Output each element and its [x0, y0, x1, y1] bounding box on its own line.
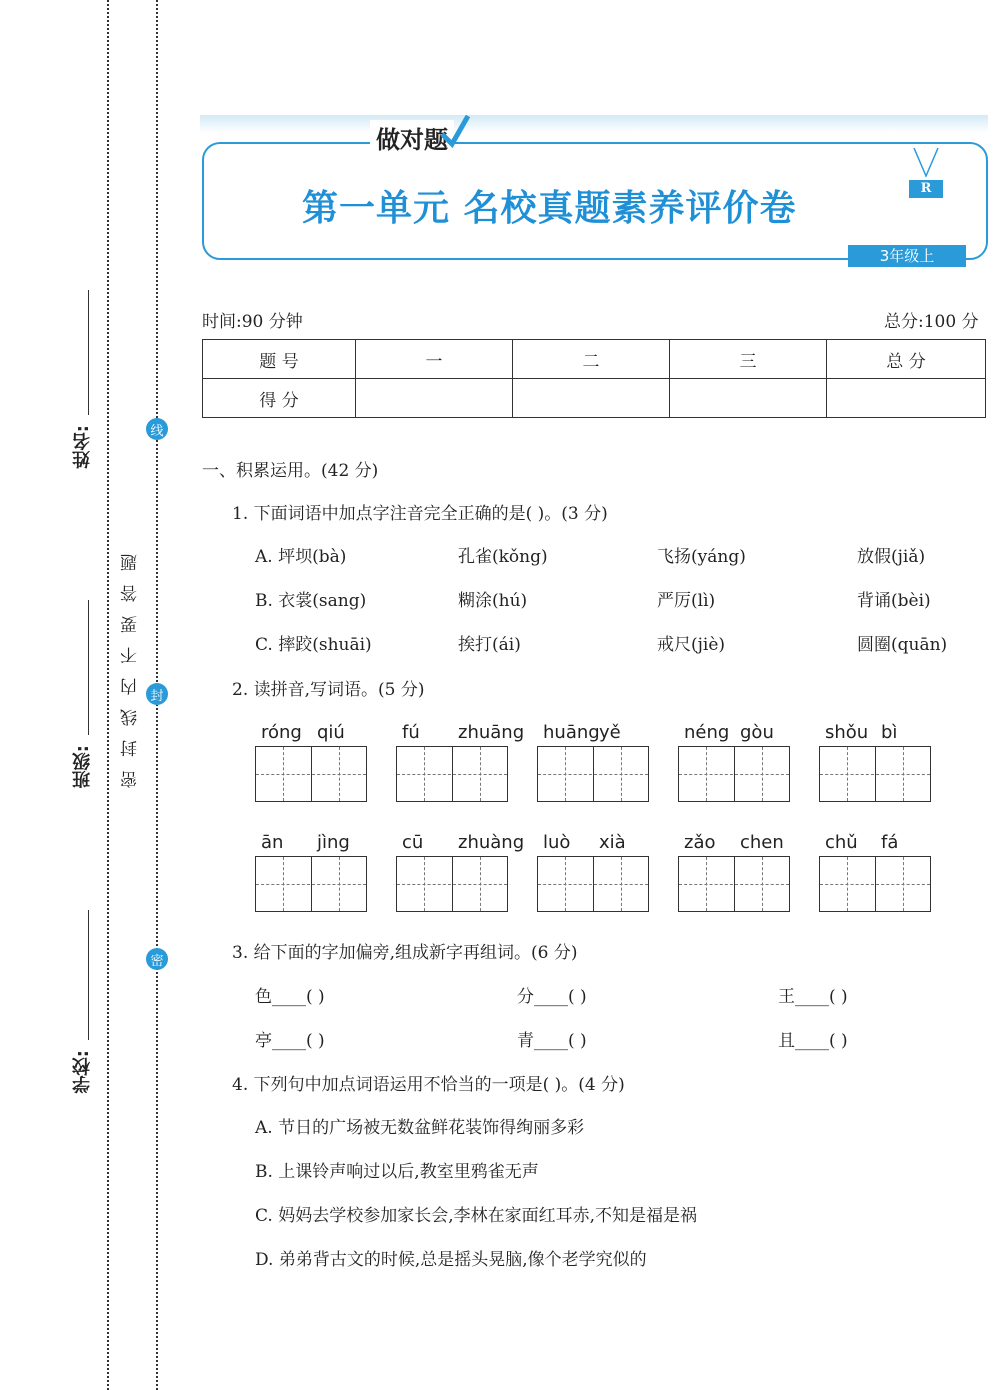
- q1-option-b2: 糊涂(hú): [458, 591, 528, 611]
- writing-grid[interactable]: [255, 746, 367, 802]
- seal-secret-mark: 密: [146, 948, 168, 970]
- q1-option-b4: 背诵(bèi): [857, 591, 931, 611]
- seal-line-mark: 线: [146, 418, 168, 440]
- section-1-title: 一、积累运用。(42 分): [202, 461, 379, 481]
- school-blank: [88, 910, 89, 1040]
- q1-option-b1: B. 衣裳(sang): [255, 591, 367, 611]
- score-header-2: 二: [513, 340, 670, 379]
- q3-item[interactable]: 且____( ): [778, 1031, 848, 1051]
- q3-item[interactable]: 王____( ): [778, 987, 848, 1007]
- q4-option-a: A. 节日的广场被无数盆鲜花装饰得绚丽多彩: [255, 1118, 585, 1138]
- pinyin-label: zǎo: [684, 832, 716, 853]
- score-header-3: 三: [670, 340, 827, 379]
- pinyin-label: yě: [599, 722, 621, 743]
- q4-stem: 4. 下列句中加点词语运用不恰当的一项是( )。(4 分): [232, 1075, 625, 1095]
- q3-item[interactable]: 色____( ): [255, 987, 325, 1007]
- writing-grid[interactable]: [396, 746, 508, 802]
- score-cell[interactable]: [827, 379, 986, 418]
- q1-option-a1: A. 坪坝(bà): [255, 547, 347, 567]
- exam-time: 时间:90 分钟: [202, 312, 303, 332]
- writing-grid[interactable]: [537, 856, 649, 912]
- pinyin-label: shǒu: [825, 722, 869, 743]
- pinyin-label: fá: [881, 832, 899, 853]
- seal-warning: 密封线内不要答题: [121, 540, 141, 788]
- pinyin-label: zhuàng: [458, 832, 525, 853]
- writing-grid[interactable]: [537, 746, 649, 802]
- pinyin-label: bì: [881, 722, 898, 743]
- edition-tag: R: [909, 180, 943, 198]
- pinyin-label: chǔ: [825, 832, 858, 853]
- pinyin-label: néng: [684, 722, 730, 743]
- q3-stem: 3. 给下面的字加偏旁,组成新字再组词。(6 分): [232, 943, 578, 963]
- page-title: 第一单元 名校真题素养评价卷: [302, 188, 797, 229]
- q4-option-c: C. 妈妈去学校参加家长会,李林在家面红耳赤,不知是福是祸: [255, 1206, 698, 1226]
- writing-grid[interactable]: [678, 856, 790, 912]
- writing-grid[interactable]: [396, 856, 508, 912]
- q3-item[interactable]: 亭____( ): [255, 1031, 325, 1051]
- score-cell[interactable]: [670, 379, 827, 418]
- q1-option-a3: 飞扬(yáng): [657, 547, 746, 567]
- grade-badge: 3年级上: [848, 245, 966, 267]
- score-header-1: 一: [356, 340, 513, 379]
- q1-option-c2: 挨打(ái): [458, 635, 521, 655]
- seal-seal-mark: 封: [146, 683, 168, 705]
- score-row-label: 得 分: [203, 379, 356, 418]
- q1-option-a4: 放假(jiǎ): [857, 547, 926, 567]
- writing-grid[interactable]: [819, 856, 931, 912]
- pinyin-label: gòu: [740, 722, 774, 743]
- pinyin-label: xià: [599, 832, 626, 853]
- q3-item[interactable]: 青____( ): [517, 1031, 587, 1051]
- class-label: 班级:: [72, 745, 93, 789]
- score-header-number: 题 号: [203, 340, 356, 379]
- score-table: [202, 339, 986, 418]
- q1-option-c1: C. 摔跤(shuāi): [255, 635, 372, 655]
- writing-grid[interactable]: [819, 746, 931, 802]
- binding-dotted-line-outer: [107, 0, 109, 1390]
- q4-option-d: D. 弟弟背古文的时候,总是摇头晃脑,像个老学究似的: [255, 1250, 647, 1270]
- pinyin-label: cū: [402, 832, 424, 853]
- pinyin-label: zhuāng: [458, 722, 525, 743]
- writing-grid[interactable]: [678, 746, 790, 802]
- total-score: 总分:100 分: [884, 312, 979, 332]
- q1-stem: 1. 下面词语中加点字注音完全正确的是( )。(3 分): [232, 504, 608, 524]
- q3-item[interactable]: 分____( ): [517, 987, 587, 1007]
- q2-stem: 2. 读拼音,写词语。(5 分): [232, 680, 425, 700]
- class-blank: [88, 600, 89, 735]
- pinyin-label: qiú: [317, 722, 345, 743]
- pinyin-label: huāng: [543, 722, 600, 743]
- pinyin-label: chen: [740, 832, 784, 853]
- q1-option-a2: 孔雀(kǒng): [458, 547, 548, 567]
- name-label: 姓名:: [72, 425, 93, 469]
- pinyin-label: róng: [261, 722, 302, 743]
- school-label: 学校:: [72, 1050, 93, 1094]
- score-header-total: 总 分: [827, 340, 986, 379]
- q1-option-c4: 圆圈(quān): [857, 635, 948, 655]
- tag-string-icon: [912, 148, 940, 180]
- name-blank: [88, 290, 89, 415]
- score-cell[interactable]: [513, 379, 670, 418]
- logo: 做对题: [370, 120, 454, 155]
- q1-option-b3: 严厉(lì): [657, 591, 716, 611]
- pinyin-label: jìng: [317, 832, 350, 853]
- q1-option-c3: 戒尺(jiè): [657, 635, 726, 655]
- q4-option-b: B. 上课铃声响过以后,教室里鸦雀无声: [255, 1162, 539, 1182]
- pinyin-label: fú: [402, 722, 420, 743]
- pinyin-label: ān: [261, 832, 284, 853]
- pinyin-label: luò: [543, 832, 571, 853]
- header-band: [200, 115, 988, 133]
- score-cell[interactable]: [356, 379, 513, 418]
- check-icon: [440, 112, 470, 148]
- writing-grid[interactable]: [255, 856, 367, 912]
